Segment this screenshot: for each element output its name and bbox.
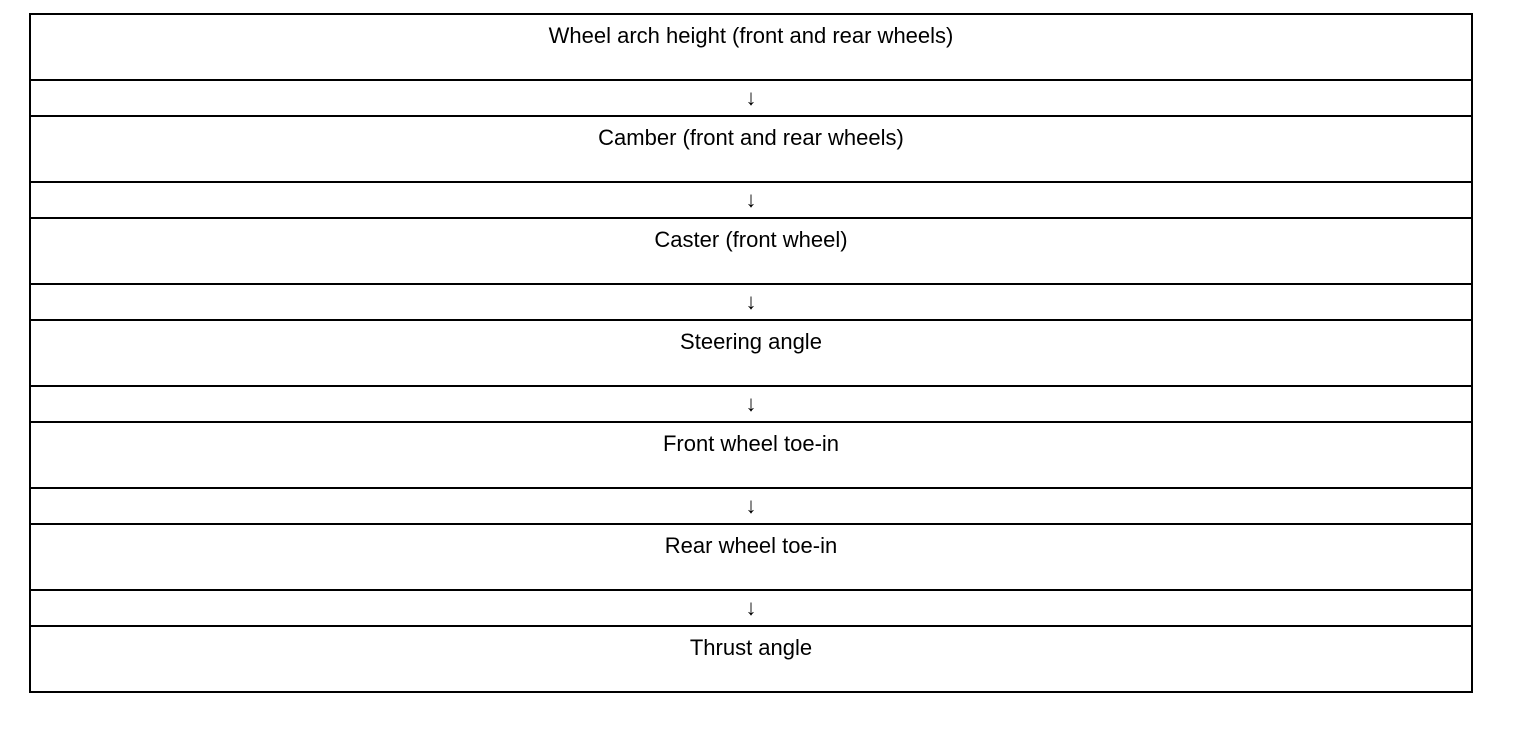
arrow-row bbox=[30, 284, 1472, 320]
step-rear-wheel-toe-in bbox=[30, 524, 1472, 590]
step-label: Caster (front wheel) bbox=[654, 227, 848, 252]
alignment-procedure-flowchart bbox=[29, 13, 1473, 693]
arrow-row bbox=[30, 182, 1472, 218]
step-row bbox=[30, 524, 1472, 590]
step-label: Camber (front and rear wheels) bbox=[598, 125, 904, 150]
down-arrow-icon: ↓ bbox=[30, 590, 1472, 626]
step-thrust-angle bbox=[30, 626, 1472, 692]
step-row bbox=[30, 14, 1472, 80]
step-row bbox=[30, 626, 1472, 692]
down-arrow-icon: ↓ bbox=[30, 182, 1472, 218]
down-arrow-icon: ↓ bbox=[30, 284, 1472, 320]
down-arrow-icon: ↓ bbox=[30, 80, 1472, 116]
down-arrow-icon: ↓ bbox=[30, 386, 1472, 422]
down-arrow-icon: ↓ bbox=[30, 488, 1472, 524]
step-row bbox=[30, 320, 1472, 386]
step-label: Wheel arch height (front and rear wheels) bbox=[548, 23, 954, 48]
step-label: Front wheel toe-in bbox=[662, 431, 840, 456]
step-caster bbox=[30, 218, 1472, 284]
step-row bbox=[30, 422, 1472, 488]
arrow-row bbox=[30, 386, 1472, 422]
step-wheel-arch-height bbox=[30, 14, 1472, 80]
arrow-row bbox=[30, 590, 1472, 626]
step-front-wheel-toe-in bbox=[30, 422, 1472, 488]
step-label: Steering angle bbox=[680, 329, 822, 354]
arrow-row bbox=[30, 488, 1472, 524]
step-steering-angle bbox=[30, 320, 1472, 386]
step-label: Rear wheel toe-in bbox=[664, 533, 838, 558]
step-camber bbox=[30, 116, 1472, 182]
step-label: Thrust angle bbox=[689, 635, 813, 660]
step-row bbox=[30, 116, 1472, 182]
flowchart-body bbox=[30, 14, 1472, 692]
step-row bbox=[30, 218, 1472, 284]
arrow-row bbox=[30, 80, 1472, 116]
